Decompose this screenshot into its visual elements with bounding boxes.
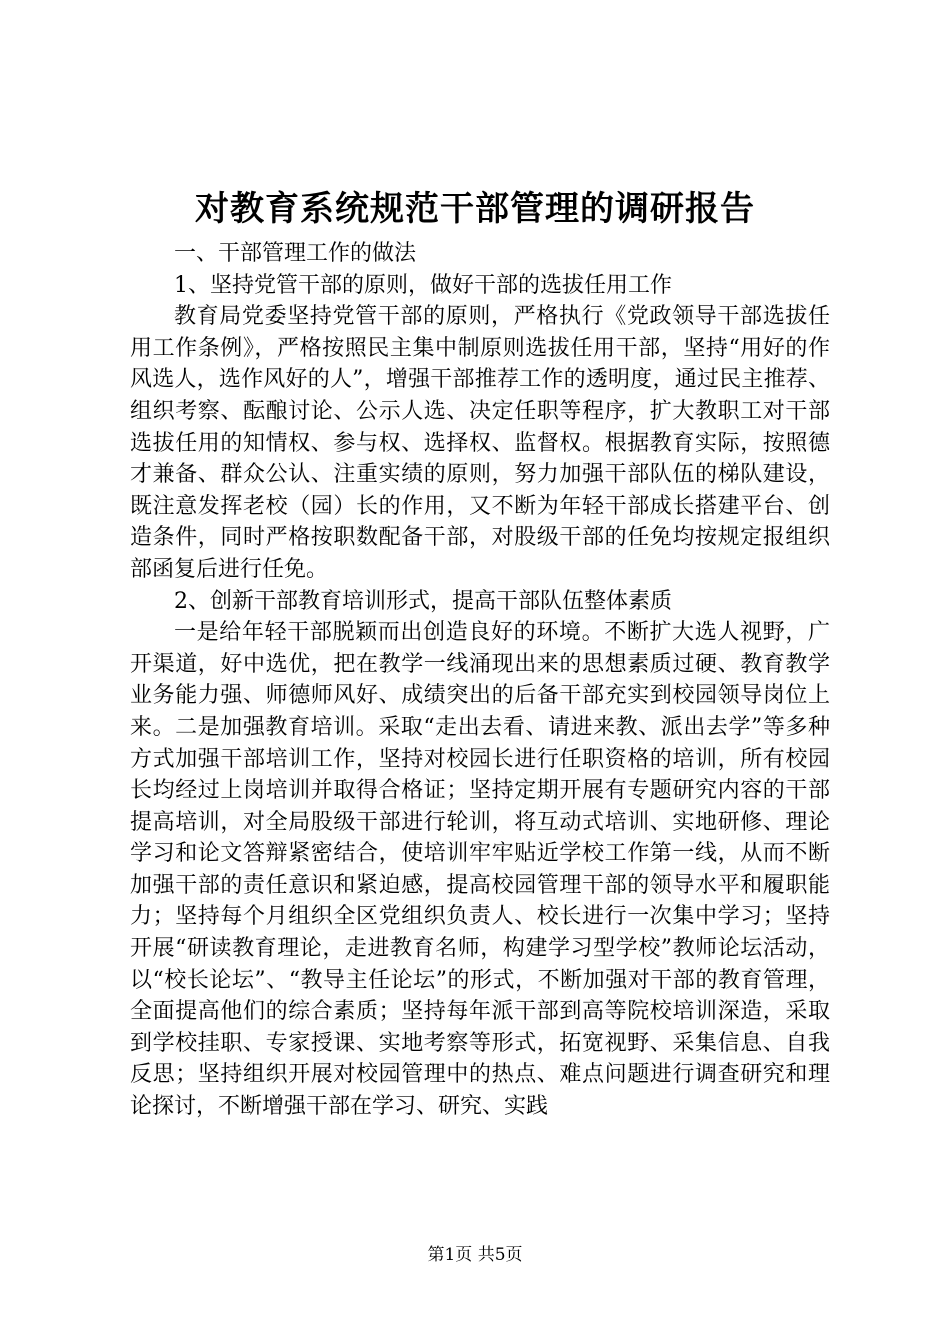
section-paragraph-1-2: 一是给年轻干部脱颖而出创造良好的环境。不断扩大选人视野，广开渠道，好中选优，把在教学一线涌现出来的思想素质过硬、教育教学业务能力强、师德师风好、成绩突出的后备干部充实到校园领导岗位上来。二是加强教育培训。采取“走出去看、请进来教、派出去学”等多种方式加强干部培训工作，坚持对校园长进行任职资格的培训，所有校园长均经过上岗培训并取得合格证；坚持定期开展有专题研究内容的干部提高培训，对全局股级干部进行轮训，将互动式培训、实地研修、理论学习和论文答辩紧密结合，使培训牢牢贴近学校工作第一线，从而不断加强干部的责任意识和紧迫感，提高校园管理干部的领导水平和履职能力；坚持每个月组织全区党组织负责人、校长进行一次集中学习；坚持开展“研读教育理论，走进教育名师，构建学习型学校”教师论坛活动，以“校长论坛”、“教导主任论坛”的形式，不断加强对干部的教育管理，全面提高他们的综合素质；坚持每年派干部到高等院校培训深造，采取到学校挂职、专家授课、实地考察等形式，拓宽视野、采集信息、自我反思；坚持组织开展对校园管理中的热点、难点问题进行调查研究和理论探讨，不断增强干部在学习、研究、实践 — [130, 620, 830, 1120]
section-heading-1: 一、干部管理工作的做法 — [174, 241, 417, 266]
document-body — [130, 238, 830, 1123]
section-heading-1-2: 2、创新干部教育培训形式，提高干部队伍整体素质 — [174, 588, 672, 614]
page-footer: 第1页 共5页 — [427, 1245, 523, 1265]
section-heading-1-1: 1、坚持党管干部的原则，做好干部的选拔任用工作 — [174, 272, 672, 298]
section-paragraph-1-1: 教育局党委坚持党管干部的原则，严格执行《党政领导干部选拔任用工作条例》，严格按照民主集中制原则选拔任用干部，坚持“用好的作风选人，选作风好的人”，增强干部推荐工作的透明度，通过民主推荐、组织考察、酝酿讨论、公示人选、决定任职等程序，扩大教职工对干部选拔任用的知情权、参与权、选择权、监督权。根据教育实际，按照德才兼备、群众公认、注重实绩的原则，努力加强干部队伍的梯队建设，既注意发挥老校（园）长的作用，又不断为年轻干部成长搭建平台、创造条件，同时严格按职数配备干部，对股级干部的任免均按规定报组织部函复后进行任免。 — [130, 304, 830, 582]
document-title: 对教育系统规范干部管理的调研报告 — [195, 189, 755, 229]
